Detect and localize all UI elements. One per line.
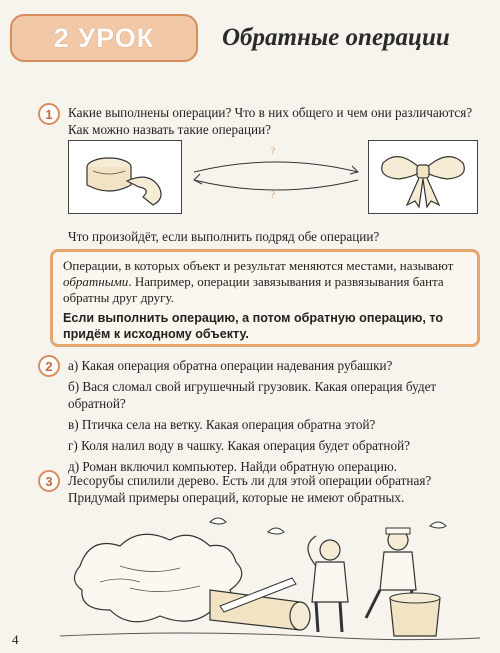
lesson-title: Обратные операции	[222, 24, 450, 51]
definition-box	[50, 249, 480, 347]
page-number: 4	[12, 632, 19, 647]
arrow-question-bottom: ?	[271, 190, 275, 200]
task2-item-b: б) Вася сломал свой игрушечный грузовик. Какая операция будет обратной?	[68, 379, 437, 411]
task2-item-d: д) Роман включил компьютер. Найди обратную операцию.	[68, 459, 398, 474]
lesson-label: 2 УРОК	[53, 22, 155, 53]
lumberjack-scene-illustration	[60, 506, 490, 646]
task2-items	[68, 357, 483, 475]
bow-picture	[368, 140, 478, 214]
task-number-1: 1	[38, 103, 60, 125]
definition-conclusion: Если выполнить операцию, а потом обратную операцию, то придём к исходному объекту.	[63, 311, 444, 341]
task1-question: Какие выполнены операции? Что в них общего и чем они различаются? Как можно назвать такие операции?	[68, 105, 473, 137]
task2-item-v: в) Птичка села на ветку. Какая операция обратна этой?	[68, 417, 376, 432]
task3-text: Лесорубы спилили дерево. Есть ли для этой операции обратная? Придумай примеры операций, которые не имеют обратных.	[68, 473, 432, 505]
task-number-3: 3	[38, 470, 60, 492]
arrow-question-top: ?	[271, 146, 275, 156]
ribbon-untied-icon	[69, 141, 181, 213]
task-number-2: 2	[38, 355, 60, 377]
lesson-badge	[10, 14, 198, 62]
task1-followup: Что произойдёт, если выполнить подряд обе операции?	[68, 229, 380, 244]
operation-arrows	[188, 150, 364, 202]
task2-item-g: г) Коля налил воду в чашку. Какая операция будет обратной?	[68, 438, 410, 453]
task2-item-a: а) Какая операция обратна операции надевания рубашки?	[68, 358, 393, 373]
definition-term: обратными	[63, 274, 129, 289]
definition-text-after: . Например, операции завязывания и развязывания банта обратны друг другу.	[63, 274, 444, 305]
ribbon-picture	[68, 140, 182, 214]
definition-text	[63, 258, 467, 306]
bow-tied-icon	[369, 141, 477, 213]
definition-text-before: Операции, в которых объект и результат меняются местами, называют	[63, 258, 454, 273]
